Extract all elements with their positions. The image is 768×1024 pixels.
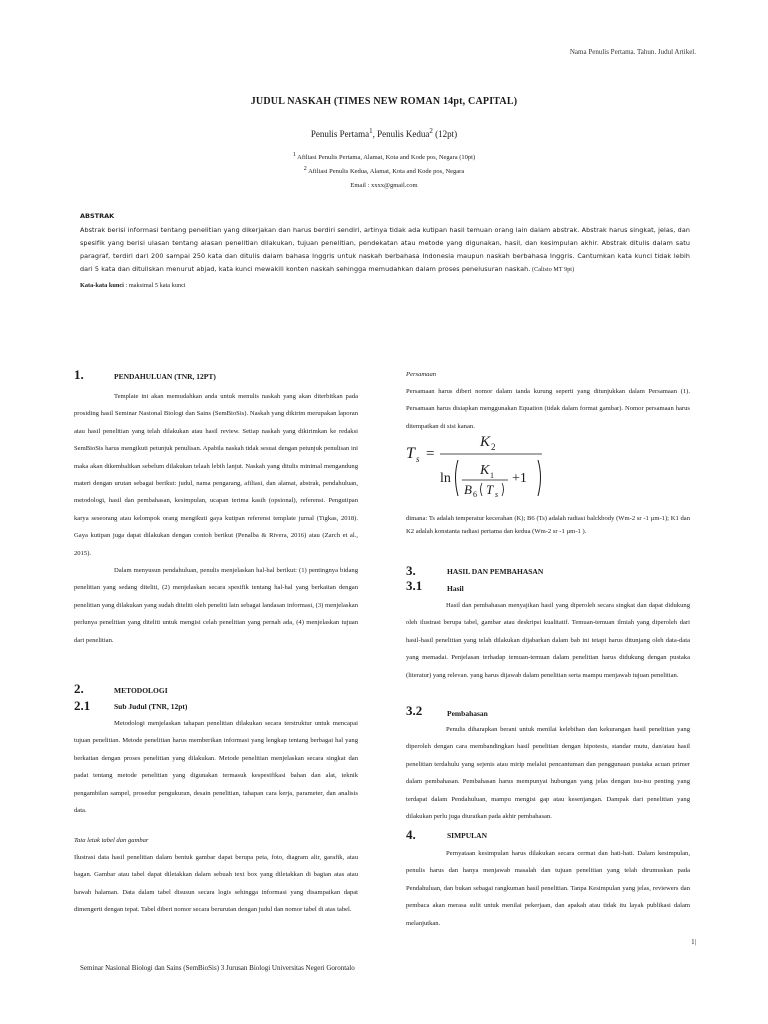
author-second-sup: 2	[429, 127, 433, 135]
affiliation-1	[0, 152, 768, 161]
section-2-1-number: 2.1	[74, 698, 91, 713]
tata-letak-paragraph: Ilustrasi data hasil penelitian dalam bentuk gambar dapat berupa peta, foto, diagram alir, garafik, atau bagan. Gambar atau tabel dapat diletakkan dalam sebuah text box yang diletakkan di bagian atas atau bawah halaman. Data dalam tabel disusun secara logis sehingga informasi yang disampaikan dapat dimengerti dengan tepat. Tabel diberi nomor secara berurutan dengan judul dan nomor tabel di atas tabel.	[74, 854, 358, 914]
abstract-text: Abstrak berisi informasi tentang penelitian yang dikerjakan dan harus berdiri sendiri, artinya tidak ada kutipan hasil temuan orang lain dalam abstrak. Abstrak harus singkat, jelas, dan spesifik yang berisi ulasan tentang alasan penelitian dilakukan, tujuan penelitian, pendekatan atau metode yang digunakan, hasil, dan kesimpulan akhir. Abstrak ditulis dalam satu paragraf, terdiri dari 200 sampai 250 kata dan ditulis dalam bahasa Inggris untuk naskah berbahasa Indonesia maupun naskah berbahasa Inggris. Cantumkan kata kunci tidak lebih dari 5 kata dan dituliskan menurut abjad, kata kunci mewakili konten naskah sehingga memudahkan dalam proses penelusuran naskah.	[80, 226, 690, 273]
section-1-paragraph-1: Template ini akan memudahkan anda untuk menulis naskah yang akan diterbitkan pada prosiding hasil Seminar Nasional Biologi dan Sains (SemBioSis). Naskah yang dikirim merupakan laporan atau hasil penelitian yang telah dilakukan atau hasil review. Setiap naskah yang dikirimkan ke redaksi SemBioSis harus mengikuti petunjuk penulisan. Apabila naskah tidak sesuai dengan petunjuk penulisan ini maka akan dikembalikan sebelum dilakukan telaah lebih lanjut. Naskah yang ditulis minimal mengandung materi dengan urutan sebagai berikut: judul, nama pengarang, afiliasi, dan alamat, abstrak, pendahuluan, metodologi, hasil dan pembahasan, kesimpulan, ucapan terima kasih (opsional), referensi. Pengutipan karya seseorang atau kelompok orang mengikuti gaya kutipan referensi template jurnal (Tigkas, 2018). Gaya kutipan juga dapat dilakukan dengan contoh berikut (Penalba & Rivera, 2016) atau (Zarch et al., 2015).	[74, 393, 358, 557]
section-3-2-paragraph: Penulis diharapkan berani untuk menilai kelebihan dan kekurangan hasil penelitian yang diperoleh dengan cara membandingkan hasil penelitian dengan hipotesis, standar mutu, dan/atau hasil penelitian terdahulu yang sejenis atau mirip melalui pencantuman dan penggunaan pustaka acuan primer dalam pembahasan. Pembahasan harus mempunyai hubungan yang jelas dengan isu-isu penting yang terdapat dalam Pendahuluan, mampu mengisi gap atau kesenjangan. Dampak dari penelitian yang dilakukan perlu juga diuraikan pada akhir pembahasan.	[406, 726, 690, 821]
keywords-label: Kata-kata kunci	[80, 282, 124, 289]
eq-inner-numerator-sub: 1	[490, 471, 494, 480]
abstract-heading: ABSTRAK	[80, 212, 115, 220]
persamaan-paragraph: Persamaan harus diberi nomor dalam tanda kurung seperti yang ditunjukkan dalam Persamaan (1). Persamaan harus disiapkan menggunakan Equation (tidak dalam format gambar). Nomor persamaan harus ditempatkan di sisi kanan.	[406, 388, 690, 430]
persamaan-body	[406, 383, 690, 435]
section-4-body	[406, 845, 690, 932]
keywords	[80, 282, 186, 289]
section-2-title: METODOLOGI	[114, 686, 168, 695]
abstract-body	[80, 224, 690, 277]
eq-inner-den-b: B	[464, 482, 472, 497]
equation-svg	[404, 430, 584, 502]
paper-title: JUDUL NASKAH (TIMES NEW ROMAN 14pt, CAPITAL)	[250, 96, 518, 107]
eq-inner-right-paren	[502, 483, 504, 496]
eq-lhs: T	[406, 445, 415, 462]
section-3-2-heading	[406, 702, 422, 720]
page-number: 1|	[691, 938, 696, 946]
author-first-sup: 1	[369, 127, 373, 135]
affiliation-2-sup: 2	[303, 166, 307, 172]
section-1-heading	[74, 366, 84, 384]
section-3-2-body	[406, 721, 690, 825]
eq-inner-numerator: K	[480, 463, 490, 478]
section-3-number: 3.	[406, 563, 416, 578]
section-2-1-heading	[74, 697, 90, 715]
eq-right-paren	[538, 460, 541, 496]
eq-inner-den-b-sub: 6	[473, 490, 477, 499]
section-4-title: SIMPULAN	[447, 831, 488, 840]
eq-ln: ln	[440, 471, 451, 486]
section-2-1-paragraph: Metodologi menjelaskan tahapan penelitian dilakukan secara terstruktur untuk mencapai tujuan penelitian. Metode penelitian harus memberikan informasi yang lengkap tentang berbagai hal yang berkaitan dengan proses penelitian yang dilakukan. Metode penelitian menjelaskan secara singkat dan padat tentang metode penelitian yang digunakan termasuk kespesifikasi bahan dan alat, teknik pengambilan sampel, prosedur pengukuran, desain penelitian, tahapan cara kerja, parameter, dan analisis data.	[74, 720, 358, 815]
author-second: , Penulis Kedua	[372, 129, 430, 139]
section-1-title: PENDAHULUAN (TNR, 12PT)	[114, 372, 216, 381]
equation	[404, 430, 584, 502]
section-4-number: 4.	[406, 827, 416, 842]
section-2-1-title: Sub Judul (TNR, 12pt)	[114, 702, 188, 711]
section-3-1-paragraph: Hasil dan pembahasan menyajikan hasil yang diperoleh secara singkat dan dapat didukung oleh ilustrasi berupa tabel, gambar atau deskripsi kualitatif. Temuan-temuan ilmiah yang diperoleh dari hasil-hasil penelitian yang telah dilakukan dijabarkan dalam bab ini tetapi harus ditunjang oleh data-data yang memadai. Penjelasan terhadap temuan-temuan dalam penelitian harus didukung dengan pustaka (literatur) yang relevan. yang harus dijawab dalam penelitian serta mampu menjawab tujuan penelitian.	[406, 602, 690, 679]
tata-letak-heading: Tata letak tabel dan gambar	[74, 837, 149, 844]
eq-equals: =	[426, 446, 435, 462]
eq-inner-left-paren	[481, 483, 483, 496]
eq-inner-den-t-sub: s	[495, 490, 499, 499]
affiliation-1-text: Afiliasi Penulis Pertama, Alamat, Kota and Kode pos, Negara (10pt)	[297, 154, 476, 162]
section-1-number: 1.	[74, 367, 84, 382]
eq-lhs-sub: s	[416, 454, 420, 464]
section-2-heading	[74, 680, 84, 698]
author-first: Penulis Pertama	[310, 129, 370, 139]
section-3-1-body	[406, 597, 690, 684]
email: Email : xxxx@gmail.com	[350, 182, 418, 189]
section-2-1-body	[74, 715, 358, 819]
section-2-number: 2.	[74, 681, 84, 696]
eq-numerator-sub: 2	[491, 442, 496, 452]
section-3-2-number: 3.2	[406, 703, 423, 718]
affiliation-2-text: Afiliasi Penulis Kedua, Alamat, Kota and Kode pos, Negara	[308, 168, 465, 176]
dimana-paragraph: dimana: Ts adalah temperatur kecerahan (K); B6 (Ts) adalah radiasi balckbody (Wm-2 sr -1 µm-1); K1 dan K2 adalah konstanta radiasi pertama dan kedua (Wm-2 sr -1 µm-1 ).	[406, 515, 690, 535]
keywords-text: : maksimal 5 kata kunci	[123, 282, 186, 289]
section-3-1-title: Hasil	[447, 584, 464, 593]
author-size-note: (12pt)	[432, 129, 458, 139]
section-1-paragraph-2: Dalam menyusun pendahuluan, penulis menjelaskan hal-hal berikut: (1) pentingnya bidang penelitian yang sedang diteliti, (2) menjelaskan secara spesifik tentang hal-hal yang berkaitan dengan penelitian yang dilakukan yang sudah diteliti oleh peneliti lain sebagai landasan informasi, (3) menjelaskan perlunya penelitian yang diteliti untuk mengisi celah penelitian yang pernah ada, (4) menjelaskan tujuan dari penelitian.	[74, 567, 358, 644]
eq-inner-den-t: T	[486, 482, 494, 497]
running-head: Nama Penulis Pertama. Tahun. Judul Artikel.	[569, 48, 696, 56]
author-line	[0, 127, 768, 139]
section-3-1-heading	[406, 577, 422, 595]
section-3-title: HASIL DAN PEMBAHASAN	[447, 567, 544, 576]
section-4-heading	[406, 826, 416, 844]
section-3-2-title: Pembahasan	[447, 709, 488, 718]
affiliation-1-sup: 1	[292, 152, 296, 158]
section-1-body	[74, 388, 358, 649]
eq-plus-one: +1	[512, 471, 527, 486]
persamaan-heading: Persamaan	[406, 371, 437, 378]
eq-left-paren	[456, 460, 459, 496]
page-footer: Seminar Nasional Biologi dan Sains (SemBioSis) 3 Jurusan Biologi Universitas Negeri Gorontalo	[80, 964, 355, 972]
dimana-body	[406, 512, 690, 538]
abstract-font-note: (Calisto MT 9pt)	[530, 267, 575, 273]
tata-letak-body	[74, 849, 358, 919]
section-4-paragraph: Pernyataan kesimpulan harus dilakukan secara cermat dan hati-hati. Dalam kesimpulan, penulis harus dan hanya menjawab masalah dan tujuan penelitian yang telah dirumuskan pada Pendahuluan, dan bukan sebagai rangkuman hasil penelitian. Tanpa Kesimpulan yang jelas, reviewers dan pembaca akan merasa sulit untuk menilai pekerjaan, dan apakah atau tidak itu layak publikasi dalam melanjutkan.	[406, 850, 690, 927]
affiliation-2	[0, 166, 768, 175]
eq-numerator: K	[480, 434, 491, 450]
section-3-1-number: 3.1	[406, 578, 423, 593]
